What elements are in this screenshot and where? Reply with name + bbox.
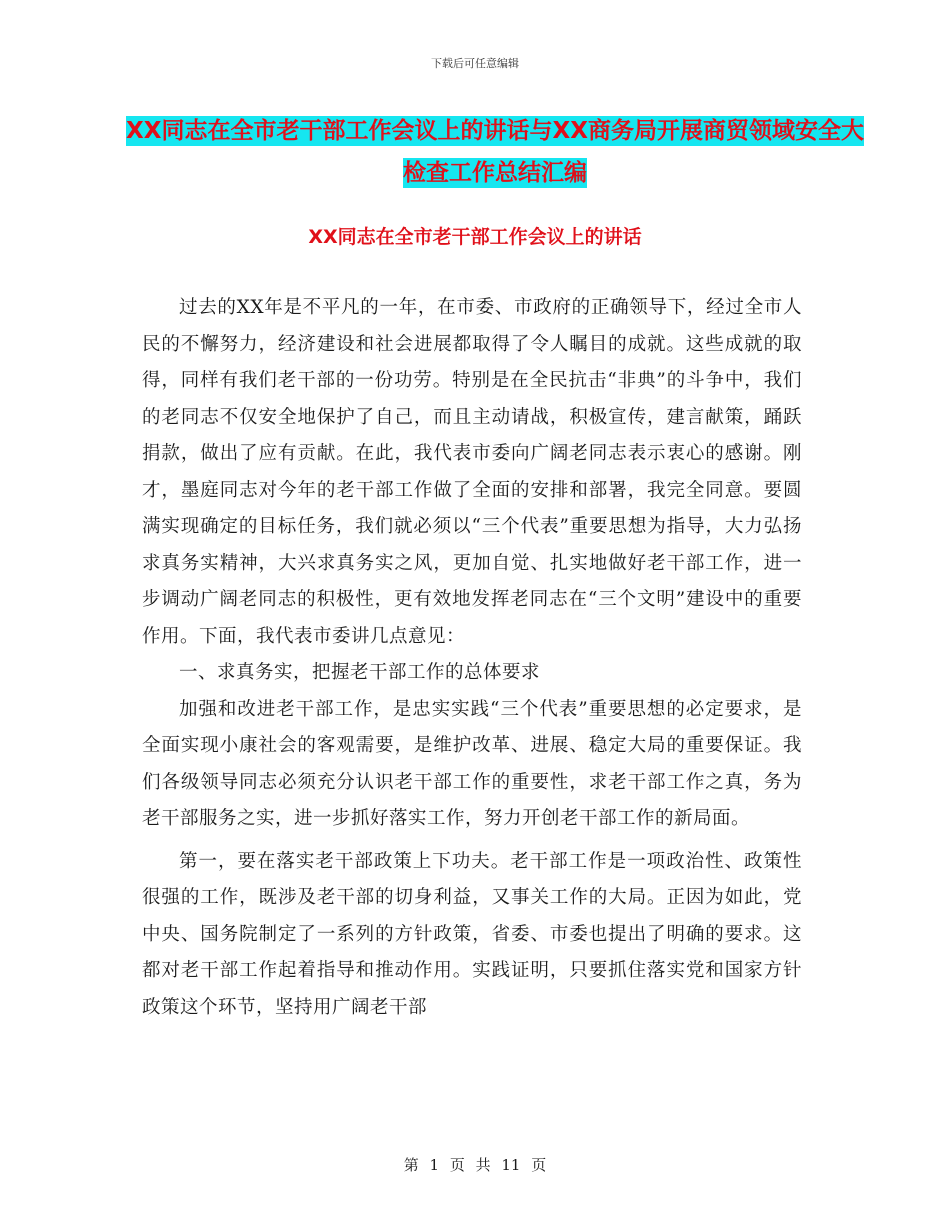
main-title: [120, 110, 870, 194]
paragraph: 一、求真务实，把握老干部工作的总体要求: [179, 662, 541, 683]
section-title: XX同志在全市老干部工作会议上的讲话: [308, 226, 642, 248]
paragraph: 第一，要在落实老干部政策上下功夫。老干部工作是一项政治性、政策性很强的工作，既涉及老干部的切身利益，又事关工作的大局。正因为如此，党中央、国务院制定了一系列的方针政策，省委、市委也提出了明确的要求。这都对老干部工作起着指导和推动作用。实践证明，只要抓住落实党和国家方针政策这个环节，坚持用广阔老干部: [142, 850, 802, 1018]
paragraph: 加强和改进老干部工作，是忠实实践“三个代表”重要思想的必定要求，是全面实现小康社会的客观需要，是维护改革、进展、稳定大局的重要保证。我们各级领导同志必须充分认识老干部工作的重要性，求老干部工作之真，务为老干部服务之实，进一步抓好落实工作，努力开创老干部工作的新局面。: [142, 698, 802, 829]
paragraph: 过去的XX年是不平凡的一年，在市委、市政府的正确领导下，经过全市人民的不懈努力，经济建设和社会进展都取得了令人瞩目的成就。这些成就的取得，同样有我们老干部的一份功劳。特别是在全民抗击“非典”的斗争中，我们的老同志不仅安全地保护了自己，而且主动请战，积极宣传，建言献策，踊跃捐款，做出了应有贡献。在此，我代表市委向广阔老同志表示衷心的感谢。刚才，墨庭同志对今年的老干部工作做了全面的安排和部署，我完全同意。要圆满实现确定的目标任务，我们就必须以“三个代表”重要思想为指导，大力弘扬求真务实精神，大兴求真务实之风，更加自觉、扎实地做好老干部工作，进一步调动广阔老同志的积极性，更有效地发挥老同志在“三个文明”建设中的重要作用。下面，我代表市委讲几点意见：: [142, 297, 802, 647]
main-title-text: XX同志在全市老干部工作会议上的讲话与XX商务局开展商贸领域安全大检查工作总结汇编: [126, 118, 864, 186]
body-text: [142, 290, 802, 1026]
page-footer: 第 1 页 共 11 页: [403, 1156, 547, 1174]
header-note: 下载后可任意编辑: [431, 57, 519, 70]
